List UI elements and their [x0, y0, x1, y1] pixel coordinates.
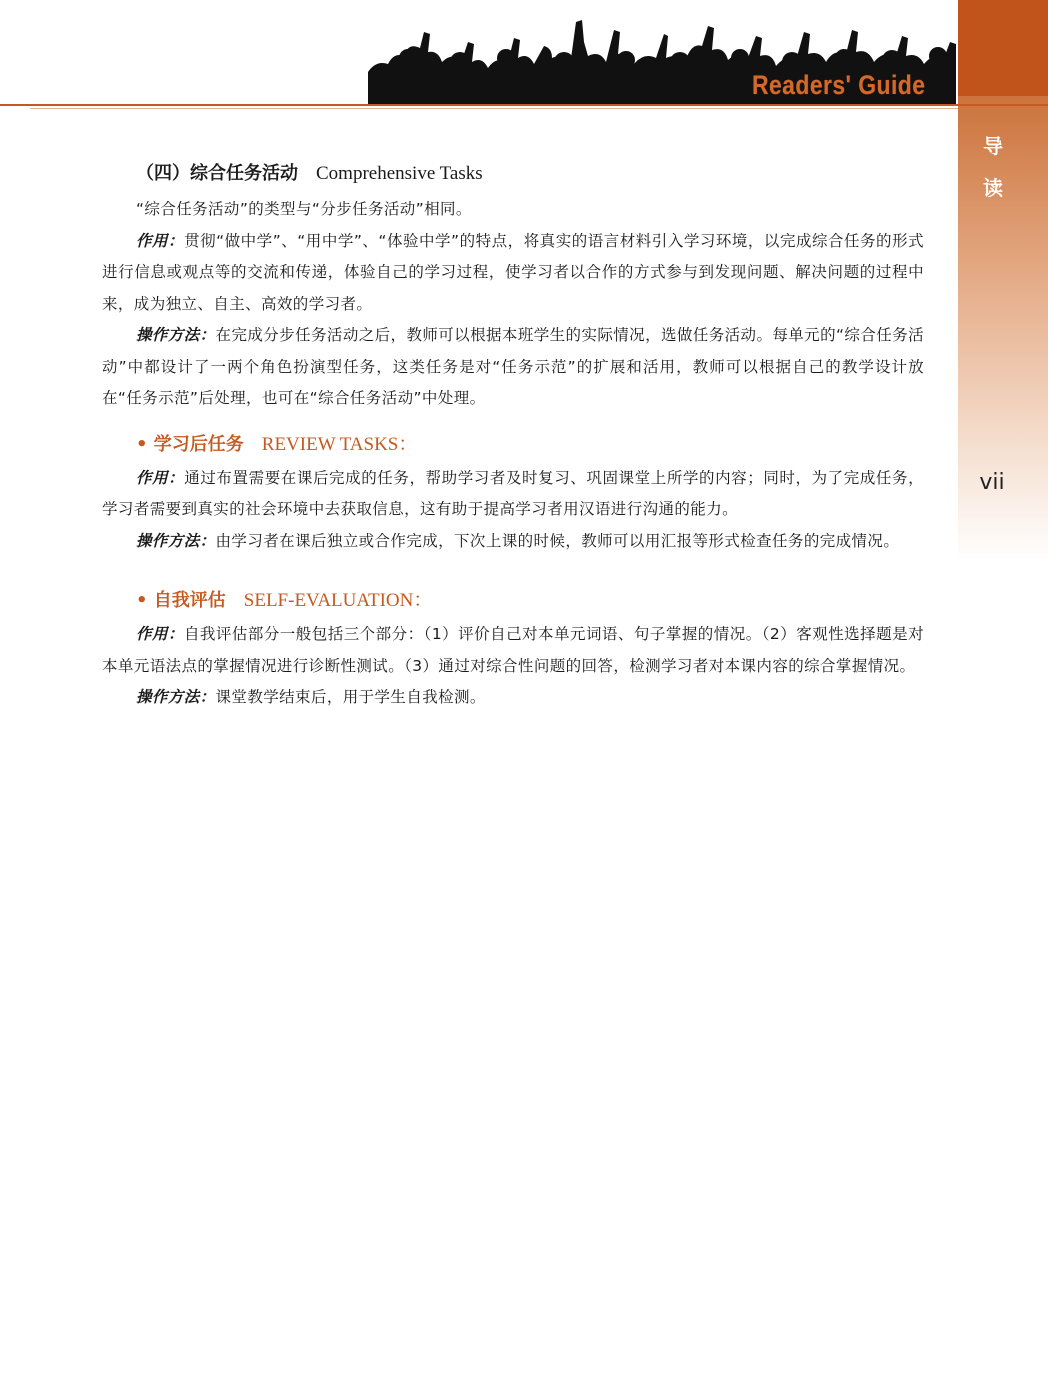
review-method-paragraph — [102, 526, 924, 558]
role-text: 自我评估部分一般包括三个部分：（1）评价自己对本单元词语、句子掌握的情况。（2）客观性选择题是对本单元语法点的掌握情况进行诊断性测试。（3）通过对综合性问题的回答，检测学习者对本课内容的综合掌握情况。 — [102, 625, 924, 675]
method-text: 由学习者在课后独立或合作完成，下次上课的时候，教师可以用汇报等形式检查任务的完成情况。 — [215, 531, 900, 550]
header-rule — [0, 104, 1048, 106]
header-rule-thin — [30, 108, 958, 109]
method-text: 在完成分步任务活动之后，教师可以根据本班学生的实际情况，选做任务活动。每单元的“综合任务活动”中都设计了一两个角色扮演型任务，这类任务是对“任务示范”的扩展和活用，教师可以根据自己的教学设计放在“任务示范”后处理，也可在“综合任务活动”中处理。 — [102, 326, 924, 407]
role-label: 作用： — [136, 231, 185, 250]
page-number: vii — [979, 470, 1005, 495]
section-intro: “综合任务活动”的类型与“分步任务活动”相同。 — [136, 200, 472, 218]
review-heading — [136, 429, 924, 461]
selfeval-title-zh: • 自我评估 — [136, 590, 226, 611]
brand-title: Readers' Guide — [752, 70, 926, 100]
role-text: 贯彻“做中学”、“用中学”、“体验中学”的特点，将真实的语言材料引入学习环境，以完成综合任务的形式进行信息或观点等的交流和传递，体验自己的学习过程，使学习者以合作的方式参与到发现问题、解决问题的过程中来，成为独立、自主、高效的学习者。 — [102, 231, 924, 313]
review-title-en: REVIEW TASKS： — [261, 433, 418, 455]
method-label: 操作方法： — [136, 688, 216, 706]
method-text: 课堂教学结束后，用于学生自我检测。 — [215, 688, 486, 706]
review-title-zh: • 学习后任务 — [136, 433, 244, 455]
selfeval-title-en: SELF-EVALUATION： — [243, 590, 433, 611]
main-content — [102, 158, 924, 714]
method-label: 操作方法： — [136, 531, 216, 550]
selfeval-heading — [136, 585, 924, 617]
selfeval-role-paragraph — [102, 619, 924, 682]
section-title-zh: （四）综合任务活动 — [136, 163, 298, 184]
sidebar-char-2: 读 — [983, 176, 1003, 200]
method-label: 操作方法： — [136, 326, 216, 344]
section-method-paragraph — [102, 320, 924, 415]
sidebar-char-1: 导 — [983, 134, 1003, 158]
role-label: 作用： — [136, 468, 185, 487]
section-heading-comprehensive — [136, 158, 924, 190]
section-role-paragraph — [102, 226, 924, 321]
selfeval-method-paragraph — [102, 682, 924, 714]
section-title-en: Comprehensive Tasks — [316, 163, 483, 184]
review-role-paragraph — [102, 463, 924, 526]
role-text: 通过布置需要在课后完成的任务，帮助学习者及时复习、巩固课堂上所学的内容；同时，为了完成任务，学习者需要到真实的社会环境中去获取信息，这有助于提高学习者用汉语进行沟通的能力。 — [102, 468, 925, 518]
sidebar-top-block — [958, 0, 1048, 96]
role-label: 作用： — [136, 625, 184, 643]
